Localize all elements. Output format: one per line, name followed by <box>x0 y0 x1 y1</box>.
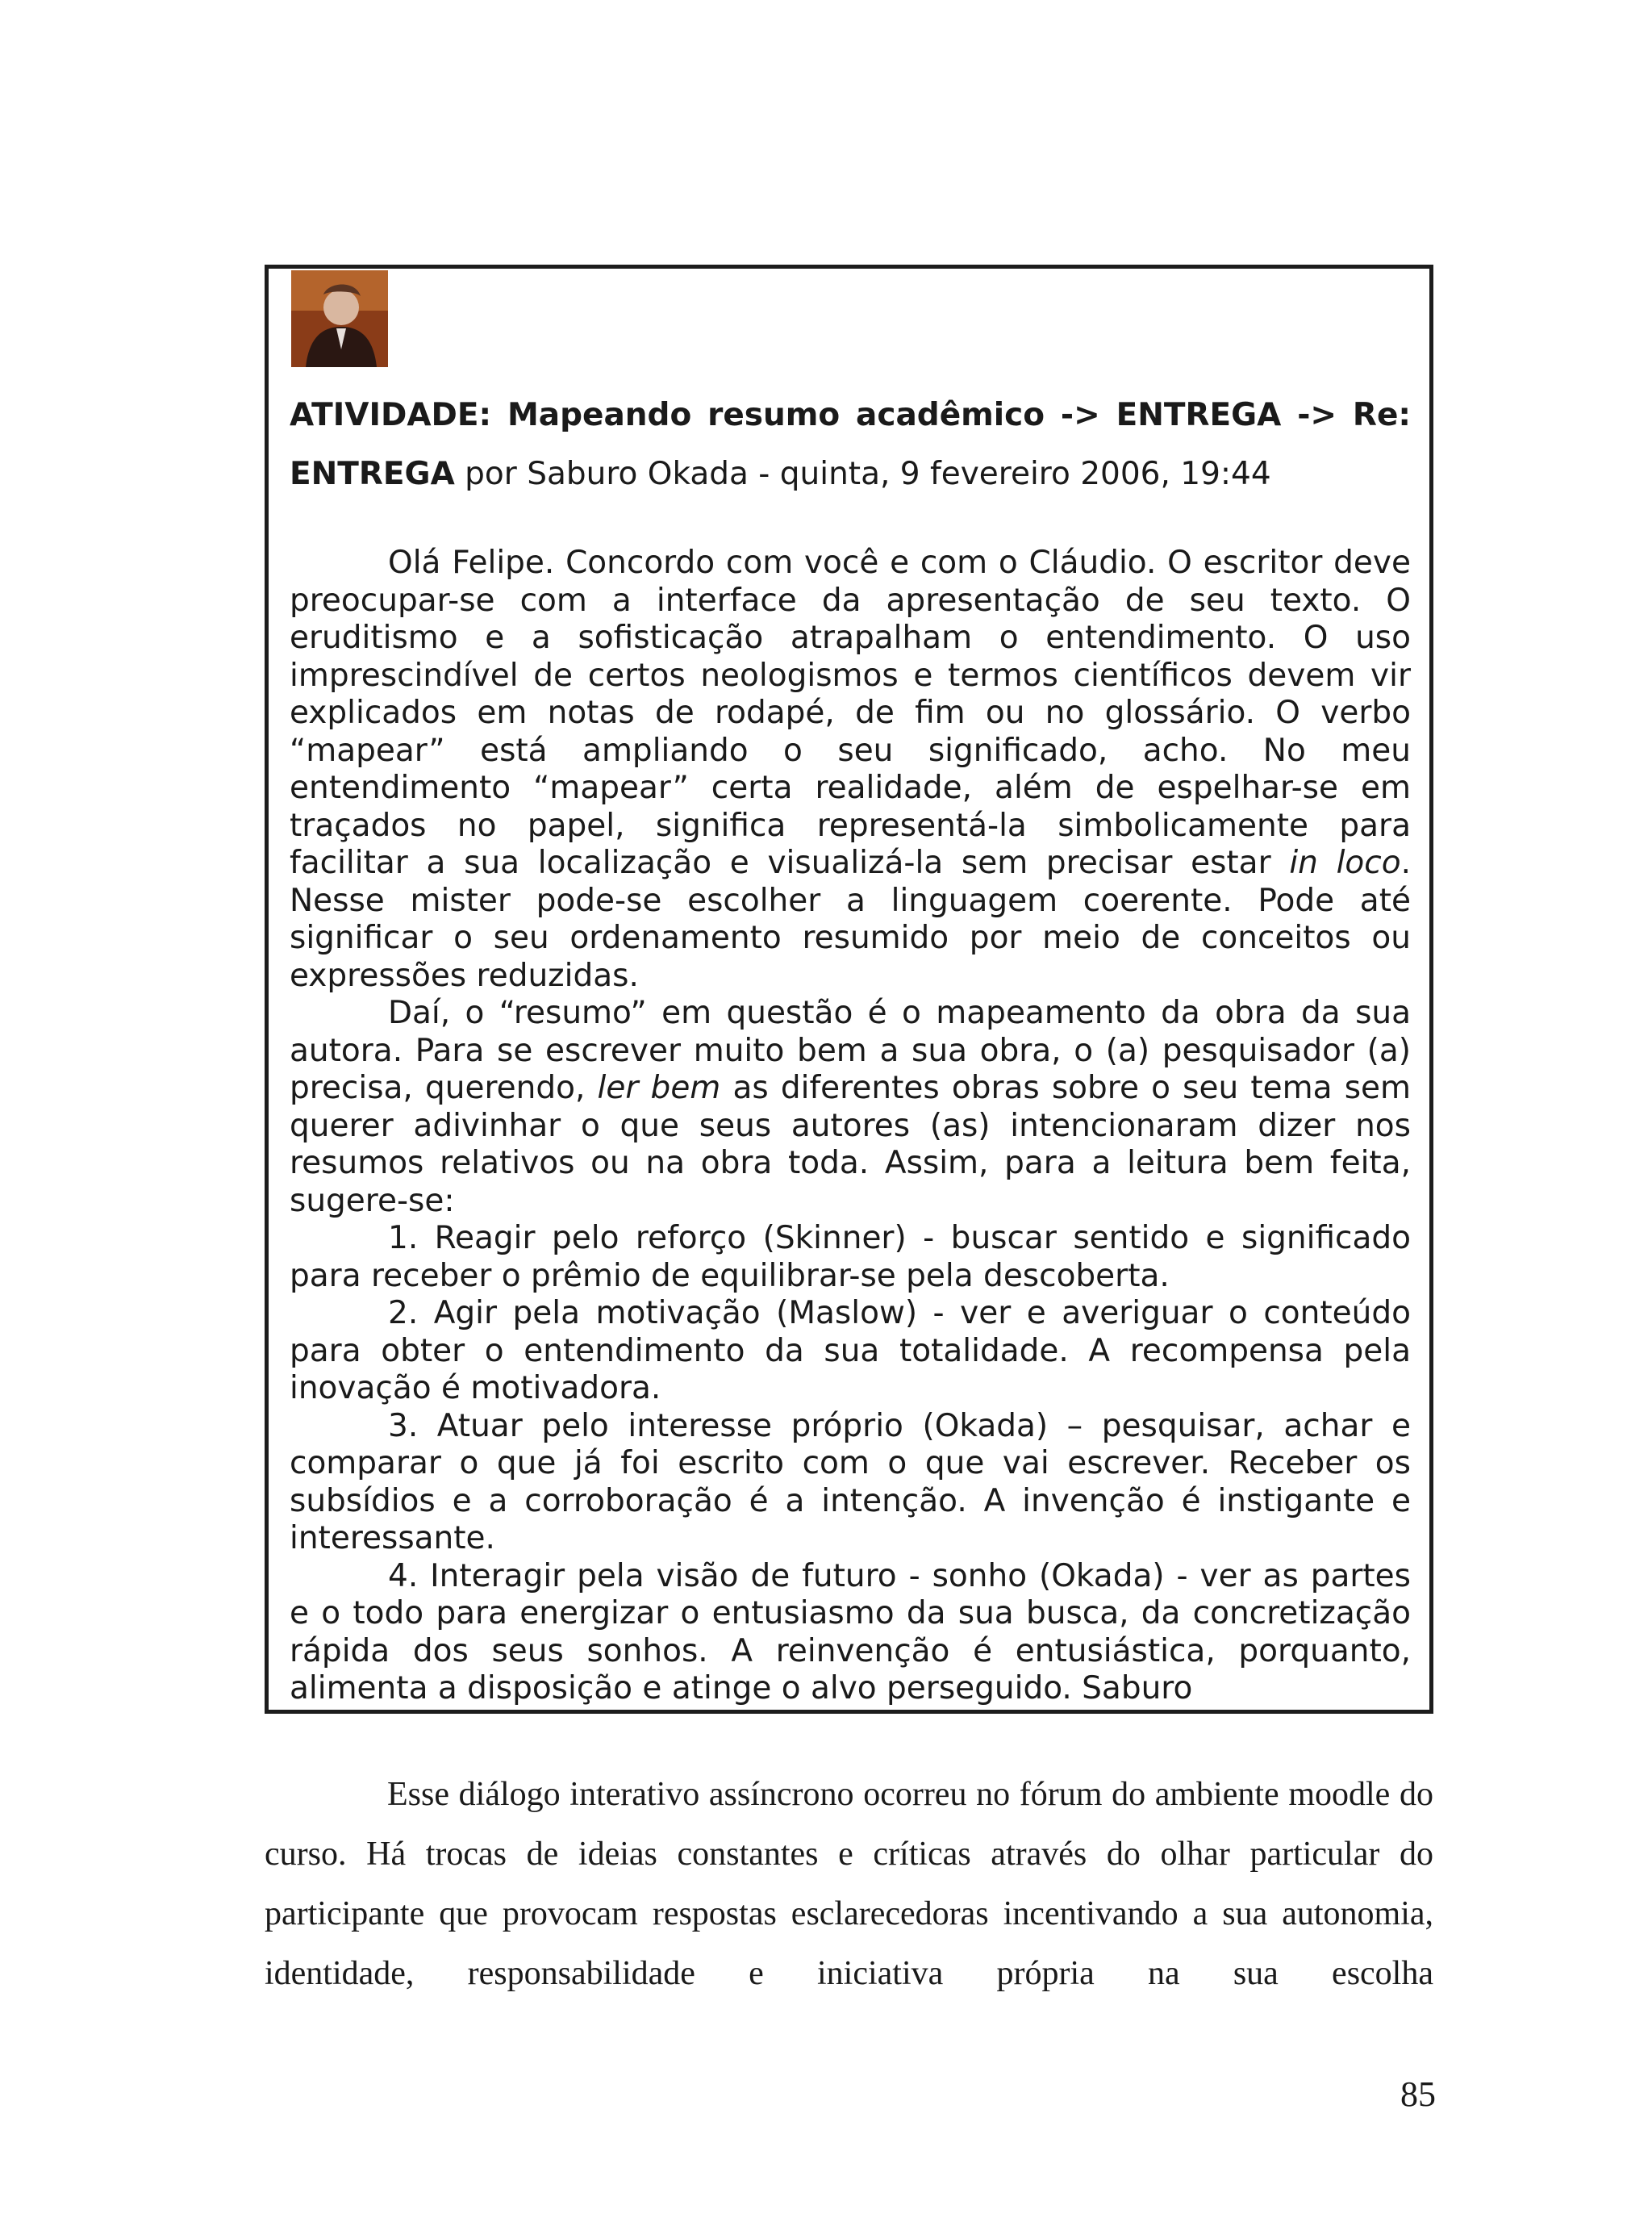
post-paragraph-1-text-b: . Nesse mister pode-se escolher a linguagem coerente. Pode até significar o seu ordenamento resumido por meio de conceitos ou expressões reduzidas. <box>290 845 1411 994</box>
post-paragraph-1 <box>290 545 1411 995</box>
running-paragraph: Esse diálogo interativo assíncrono ocorreu no fórum do ambiente moodle do curso. Há trocas de ideias constantes e críticas através do olhar particular do participante que provocam respostas esclarecedoras incentivando a sua autonomia, identidade, responsabilidade e iniciativa própria na sua escolha <box>265 1776 1433 1992</box>
post-list-item-4: 4. Interagir pela visão de futuro - sonho (Okada) - ver as partes e o todo para energizar o entusiasmo da sua busca, da concretização rápida dos seus sonhos. A reinvenção é entusiástica, porquanto, alimenta a disposição e atinge o alvo perseguido. Saburo <box>290 1557 1411 1706</box>
post-paragraph-2-italic: ler bem <box>597 1070 721 1106</box>
post-paragraph-2-text-a: Daí, o “resumo” em questão é o mapeamento da obra da sua autora. Para se escrever muito bem a sua obra, o (a) pesquisador (a) precisa, querendo, <box>290 995 1411 1106</box>
user-avatar-icon <box>291 270 388 367</box>
post-body <box>290 545 1411 1708</box>
post-byline: por Saburo Okada - quinta, 9 fevereiro 2006, 19:44 <box>454 456 1271 492</box>
user-avatar-photo <box>291 270 388 367</box>
post-list-item-1: 1. Reagir pelo reforço (Skinner) - buscar sentido e significado para receber o prêmio de equilibrar-se pela descoberta. <box>290 1220 1411 1294</box>
forum-post-box <box>265 265 1433 1714</box>
post-paragraph-1-text-a: Olá Felipe. Concordo com você e com o Cláudio. O escritor deve preocupar-se com a interface da apresentação de seu texto. O eruditismo e a sofisticação atrapalham o entendimento. O uso imprescindível de certos neologismos e termos científicos devem vir explicados em notas de rodapé, de fim ou no glossário. O verbo “mapear” está ampliando o seu significado, acho. No meu entendimento “mapear” certa realidade, além de espelhar-se em traçados no papel, significa representá-la simbolicamente para facilitar a sua localização e visualizá-la sem precisar estar <box>290 545 1411 881</box>
post-paragraph-1-italic: in loco <box>1289 845 1401 881</box>
post-paragraph-2-text-b: as diferentes obras sobre o seu tema sem querer adivinhar o que seus autores (as) intencionaram dizer nos resumos relativos ou na obra toda. Assim, para a leitura bem feita, sugere-se: <box>290 1070 1411 1219</box>
page-number: 85 <box>1400 2074 1436 2114</box>
post-paragraph-2 <box>290 995 1411 1220</box>
running-text <box>265 1765 1433 2003</box>
post-list-item-2: 2. Agir pela motivação (Maslow) - ver e averiguar o conteúdo para obter o entendimento da sua totalidade. A recompensa pela inovação é motivadora. <box>290 1295 1411 1406</box>
post-list-item-3: 3. Atuar pelo interesse próprio (Okada) – pesquisar, achar e comparar o que já foi escrito com o que vai escrever. Receber os subsídios e a corroboração é a intenção. A invenção é instigante e interessante. <box>290 1407 1411 1556</box>
post-title: ATIVIDADE: Mapeando resumo acadêmico -> ENTREGA -> Re: ENTREGA <box>290 397 1411 492</box>
post-header <box>290 386 1411 503</box>
